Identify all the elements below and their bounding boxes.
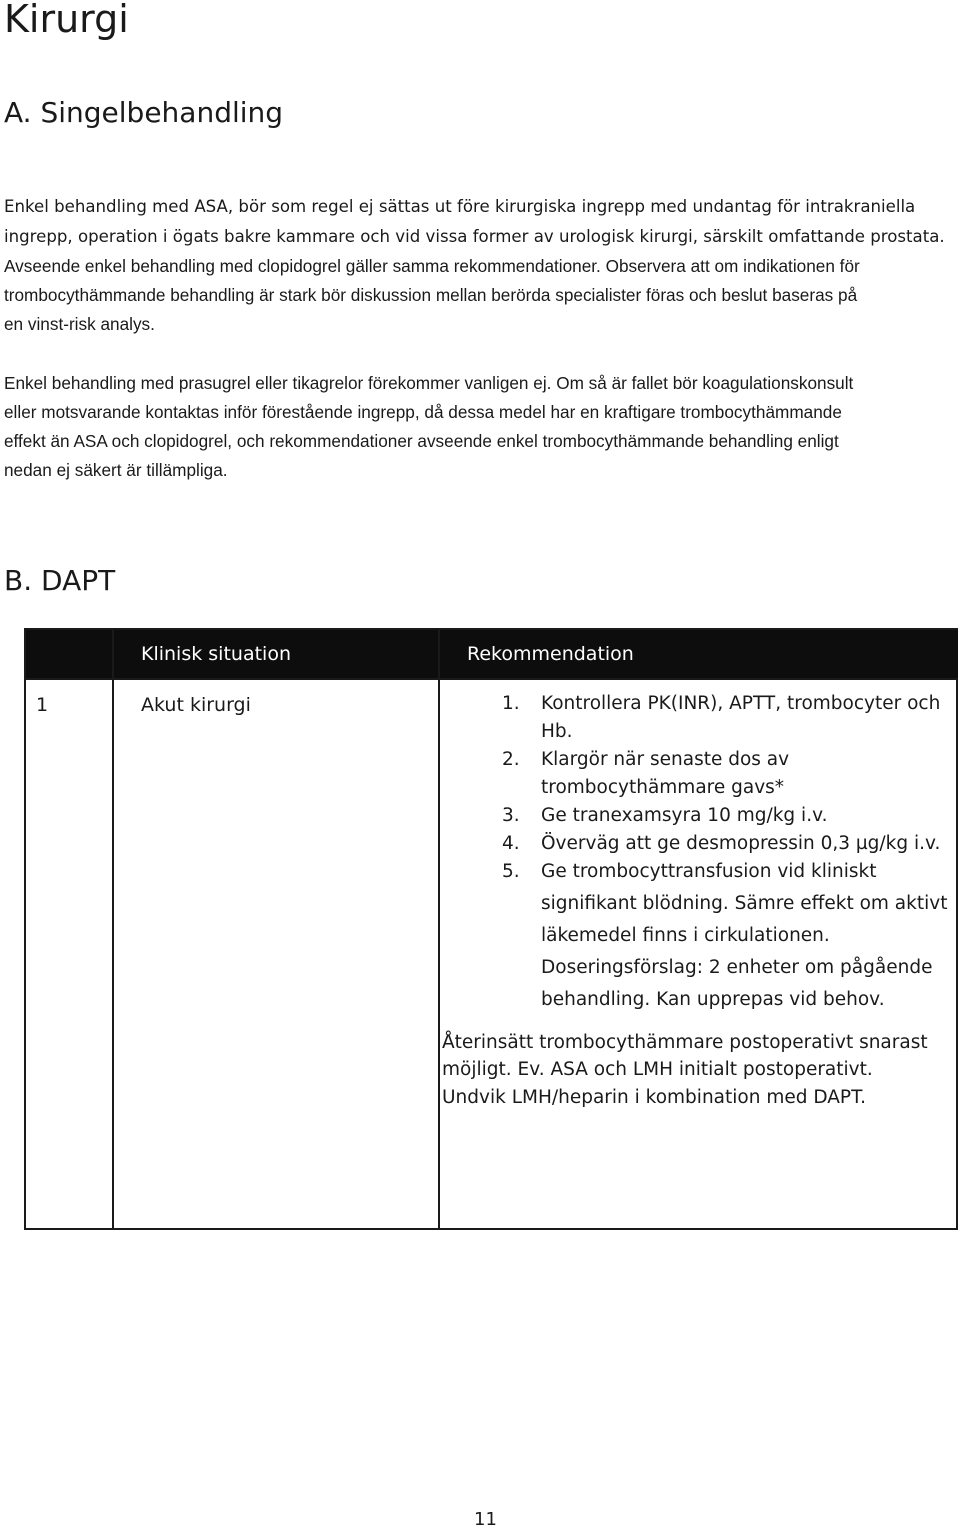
note-line: möjligt. Ev. ASA och LMH initialt postoperativt. (442, 1059, 873, 1080)
list-item-text: Överväg att ge desmopressin 0,3 µg/kg i.v. (541, 833, 941, 854)
paragraph-line: Enkel behandling med prasugrel eller tikagrelor förekommer vanligen ej. Om så är fallet bör koagulationskonsult (4, 373, 854, 393)
list-item-number: 1. (502, 693, 520, 714)
paragraph-line: Enkel behandling med ASA, bör som regel ej sättas ut före kirurgiska ingrepp med undantag för intrakraniella (4, 197, 916, 216)
list-item-text: Doseringsförslag: 2 enheter om pågående (541, 957, 933, 978)
list-item-number: 5. (502, 861, 520, 882)
row-number: 1 (36, 694, 49, 716)
note-line: Undvik LMH/heparin i kombination med DAPT. (442, 1087, 867, 1108)
note-line: Återinsätt trombocythämmare postoperativt snarast (442, 1032, 928, 1053)
header-recommendation: Rekommendation (467, 643, 634, 665)
list-item-text: signifikant blödning. Sämre effekt om aktivt (541, 893, 948, 914)
list-item-text: trombocythämmare gavs* (541, 777, 785, 798)
header-situation: Klinisk situation (141, 643, 291, 665)
paragraph-line: trombocythämmande behandling är stark bör diskussion mellan berörda specialister föras och beslut baseras på (4, 285, 858, 305)
header-divider (26, 678, 958, 680)
list-item-text: behandling. Kan upprepas vid behov. (541, 989, 885, 1010)
list-item-number: 4. (502, 833, 520, 854)
paragraph-line: en vinst-risk analys. (4, 314, 155, 334)
paragraph-line: ingrepp, operation i ögats bakre kammare och vid vissa former av urologisk kirurgi, särskilt omfattande prostata. (4, 227, 945, 246)
paragraph-line: Avseende enkel behandling med clopidogrel gäller samma rekommendationer. Observera att om indikationen för (4, 256, 860, 276)
list-item-text: Klargör när senaste dos av (541, 749, 790, 770)
column-divider (112, 630, 114, 1228)
paragraph-line: eller motsvarande kontaktas inför förestående ingrepp, då dessa medel har en kraftigare trombocythämmande (4, 402, 842, 422)
paragraph-line: effekt än ASA och clopidogrel, och rekommendationer avseende enkel trombocythämmande behandling enligt (4, 431, 839, 451)
page-title: Kirurgi (4, 0, 129, 41)
section-a-heading: A. Singelbehandling (4, 96, 284, 129)
page-number: 11 (474, 1509, 497, 1530)
list-item-text: läkemedel finns i cirkulationen. (541, 925, 830, 946)
list-item-number: 2. (502, 749, 520, 770)
list-item-text: Ge trombocyttransfusion vid kliniskt (541, 861, 877, 882)
section-b-heading: B. DAPT (4, 564, 116, 597)
list-item-text: Kontrollera PK(INR), APTT, trombocyter och (541, 693, 941, 714)
column-divider (438, 630, 440, 1228)
row-situation: Akut kirurgi (141, 694, 251, 716)
list-item-text: Hb. (541, 721, 573, 742)
paragraph-line: nedan ej säkert är tillämpliga. (4, 460, 228, 480)
list-item-number: 3. (502, 805, 520, 826)
list-item-text: Ge tranexamsyra 10 mg/kg i.v. (541, 805, 828, 826)
